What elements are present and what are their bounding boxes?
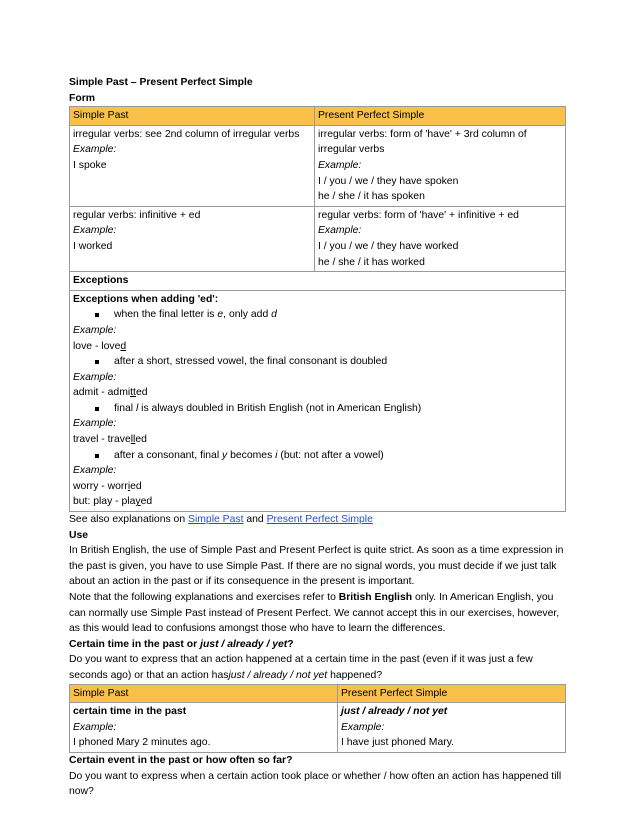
example-text: but: play - played [73, 496, 153, 508]
comparison-table [69, 684, 566, 753]
cell-title: certain time in the past [73, 706, 187, 718]
example-label: Example: [318, 225, 362, 237]
example-label: Example: [73, 225, 117, 237]
cell-text: irregular verbs: see 2nd column of irregular verbs [73, 128, 300, 140]
header-present-perfect: Present Perfect Simple [338, 684, 566, 703]
header-present-perfect: Present Perfect Simple [315, 107, 566, 126]
table-row [70, 125, 566, 206]
form-heading: Form [69, 92, 95, 104]
question-text-2: Do you want to express when a certain action took place or whether / how often an action has happened till now? [69, 770, 562, 798]
table-header-row [70, 107, 566, 126]
example-text: worry - worried [73, 480, 142, 492]
list-item: after a consonant, final y becomes i (but: not after a vowel) [73, 448, 562, 464]
example-text: I phoned Mary 2 minutes ago. [73, 737, 211, 749]
example-text: I / you / we / they have worked [318, 240, 459, 252]
cell-just-already [338, 703, 566, 753]
exceptions-heading: Exceptions when adding 'ed': [73, 293, 219, 305]
exceptions-header: Exceptions [70, 272, 566, 291]
example-label: Example: [318, 159, 362, 171]
example-label: Example: [73, 465, 117, 477]
header-simple-past: Simple Past [70, 684, 338, 703]
example-text: he / she / it has worked [318, 256, 425, 268]
see-also-text: and [243, 514, 267, 526]
example-label: Example: [73, 418, 117, 430]
cell-title: just / already / not yet [341, 706, 448, 718]
example-label: Example: [73, 144, 117, 156]
cell-text: regular verbs: infinitive + ed [73, 209, 201, 221]
example-label: Example: [73, 371, 117, 383]
example-text: I spoke [73, 159, 107, 171]
example-label: Example: [341, 721, 385, 733]
see-also-text: See also explanations on [69, 514, 189, 526]
cell-certain-time [70, 703, 338, 753]
table-row [70, 290, 566, 511]
example-label: Example: [73, 721, 117, 733]
table-row [70, 206, 566, 271]
note-paragraph: Note that the following explanations and exercises refer to British English only. In American English, you can normally use Simple Past instead of Present Perfect. We cannot accept this in our exercises, however, as this would lead to confusions amongst those who have to learn the differences. [69, 592, 560, 635]
exceptions-cell [70, 290, 566, 511]
table-header-row [70, 684, 566, 703]
example-text: he / she / it has spoken [318, 191, 425, 203]
see-also-line [69, 512, 565, 528]
document-page [69, 75, 565, 800]
table-row [70, 703, 566, 753]
list-item: when the final letter is e, only add d [73, 307, 562, 323]
example-text: I have just phoned Mary. [341, 737, 455, 749]
document-title: Simple Past – Present Perfect Simple [69, 77, 253, 88]
header-simple-past: Simple Past [70, 107, 315, 126]
use-heading: Use [69, 529, 89, 541]
example-label: Example: [73, 324, 117, 336]
cell-irregular-present-perfect [315, 125, 566, 206]
example-text: I worked [73, 240, 113, 252]
example-text: travel - travelled [73, 434, 147, 446]
form-table [69, 106, 566, 512]
table-row [70, 272, 566, 291]
list-item: after a short, stressed vowel, the final consonant is doubled [73, 354, 562, 370]
question-heading-1: Certain time in the past or just / already / yet? [69, 638, 294, 650]
cell-irregular-simple-past [70, 125, 315, 206]
use-paragraph: In British English, the use of Simple Past and Present Perfect is quite strict. As soon as a time expression in the past is given, you have to use Simple Past. If there are no signal words, you must decide if we just talk about an action in the past or if its consequence in the present is important. [69, 545, 564, 588]
cell-text: regular verbs: form of 'have' + infinitive + ed [318, 209, 519, 221]
simple-past-link[interactable]: Simple Past [188, 514, 244, 526]
list-item: final l is always doubled in British English (not in American English) [73, 401, 562, 417]
question-heading-2: Certain event in the past or how often so far? [69, 754, 293, 766]
cell-text: irregular verbs: form of 'have' + 3rd column of irregular verbs [318, 128, 527, 156]
example-text: love - loved [73, 340, 127, 352]
example-text: admit - admitted [73, 387, 148, 399]
present-perfect-simple-link[interactable]: Present Perfect Simple [266, 514, 373, 526]
example-text: I / you / we / they have spoken [318, 175, 459, 187]
cell-regular-present-perfect [315, 206, 566, 271]
cell-regular-simple-past [70, 206, 315, 271]
question-text-1: Do you want to express that an action happened at a certain time in the past (even if it was just a few seconds ago) or that an action hasjust / already / not yet happened? [69, 654, 533, 681]
